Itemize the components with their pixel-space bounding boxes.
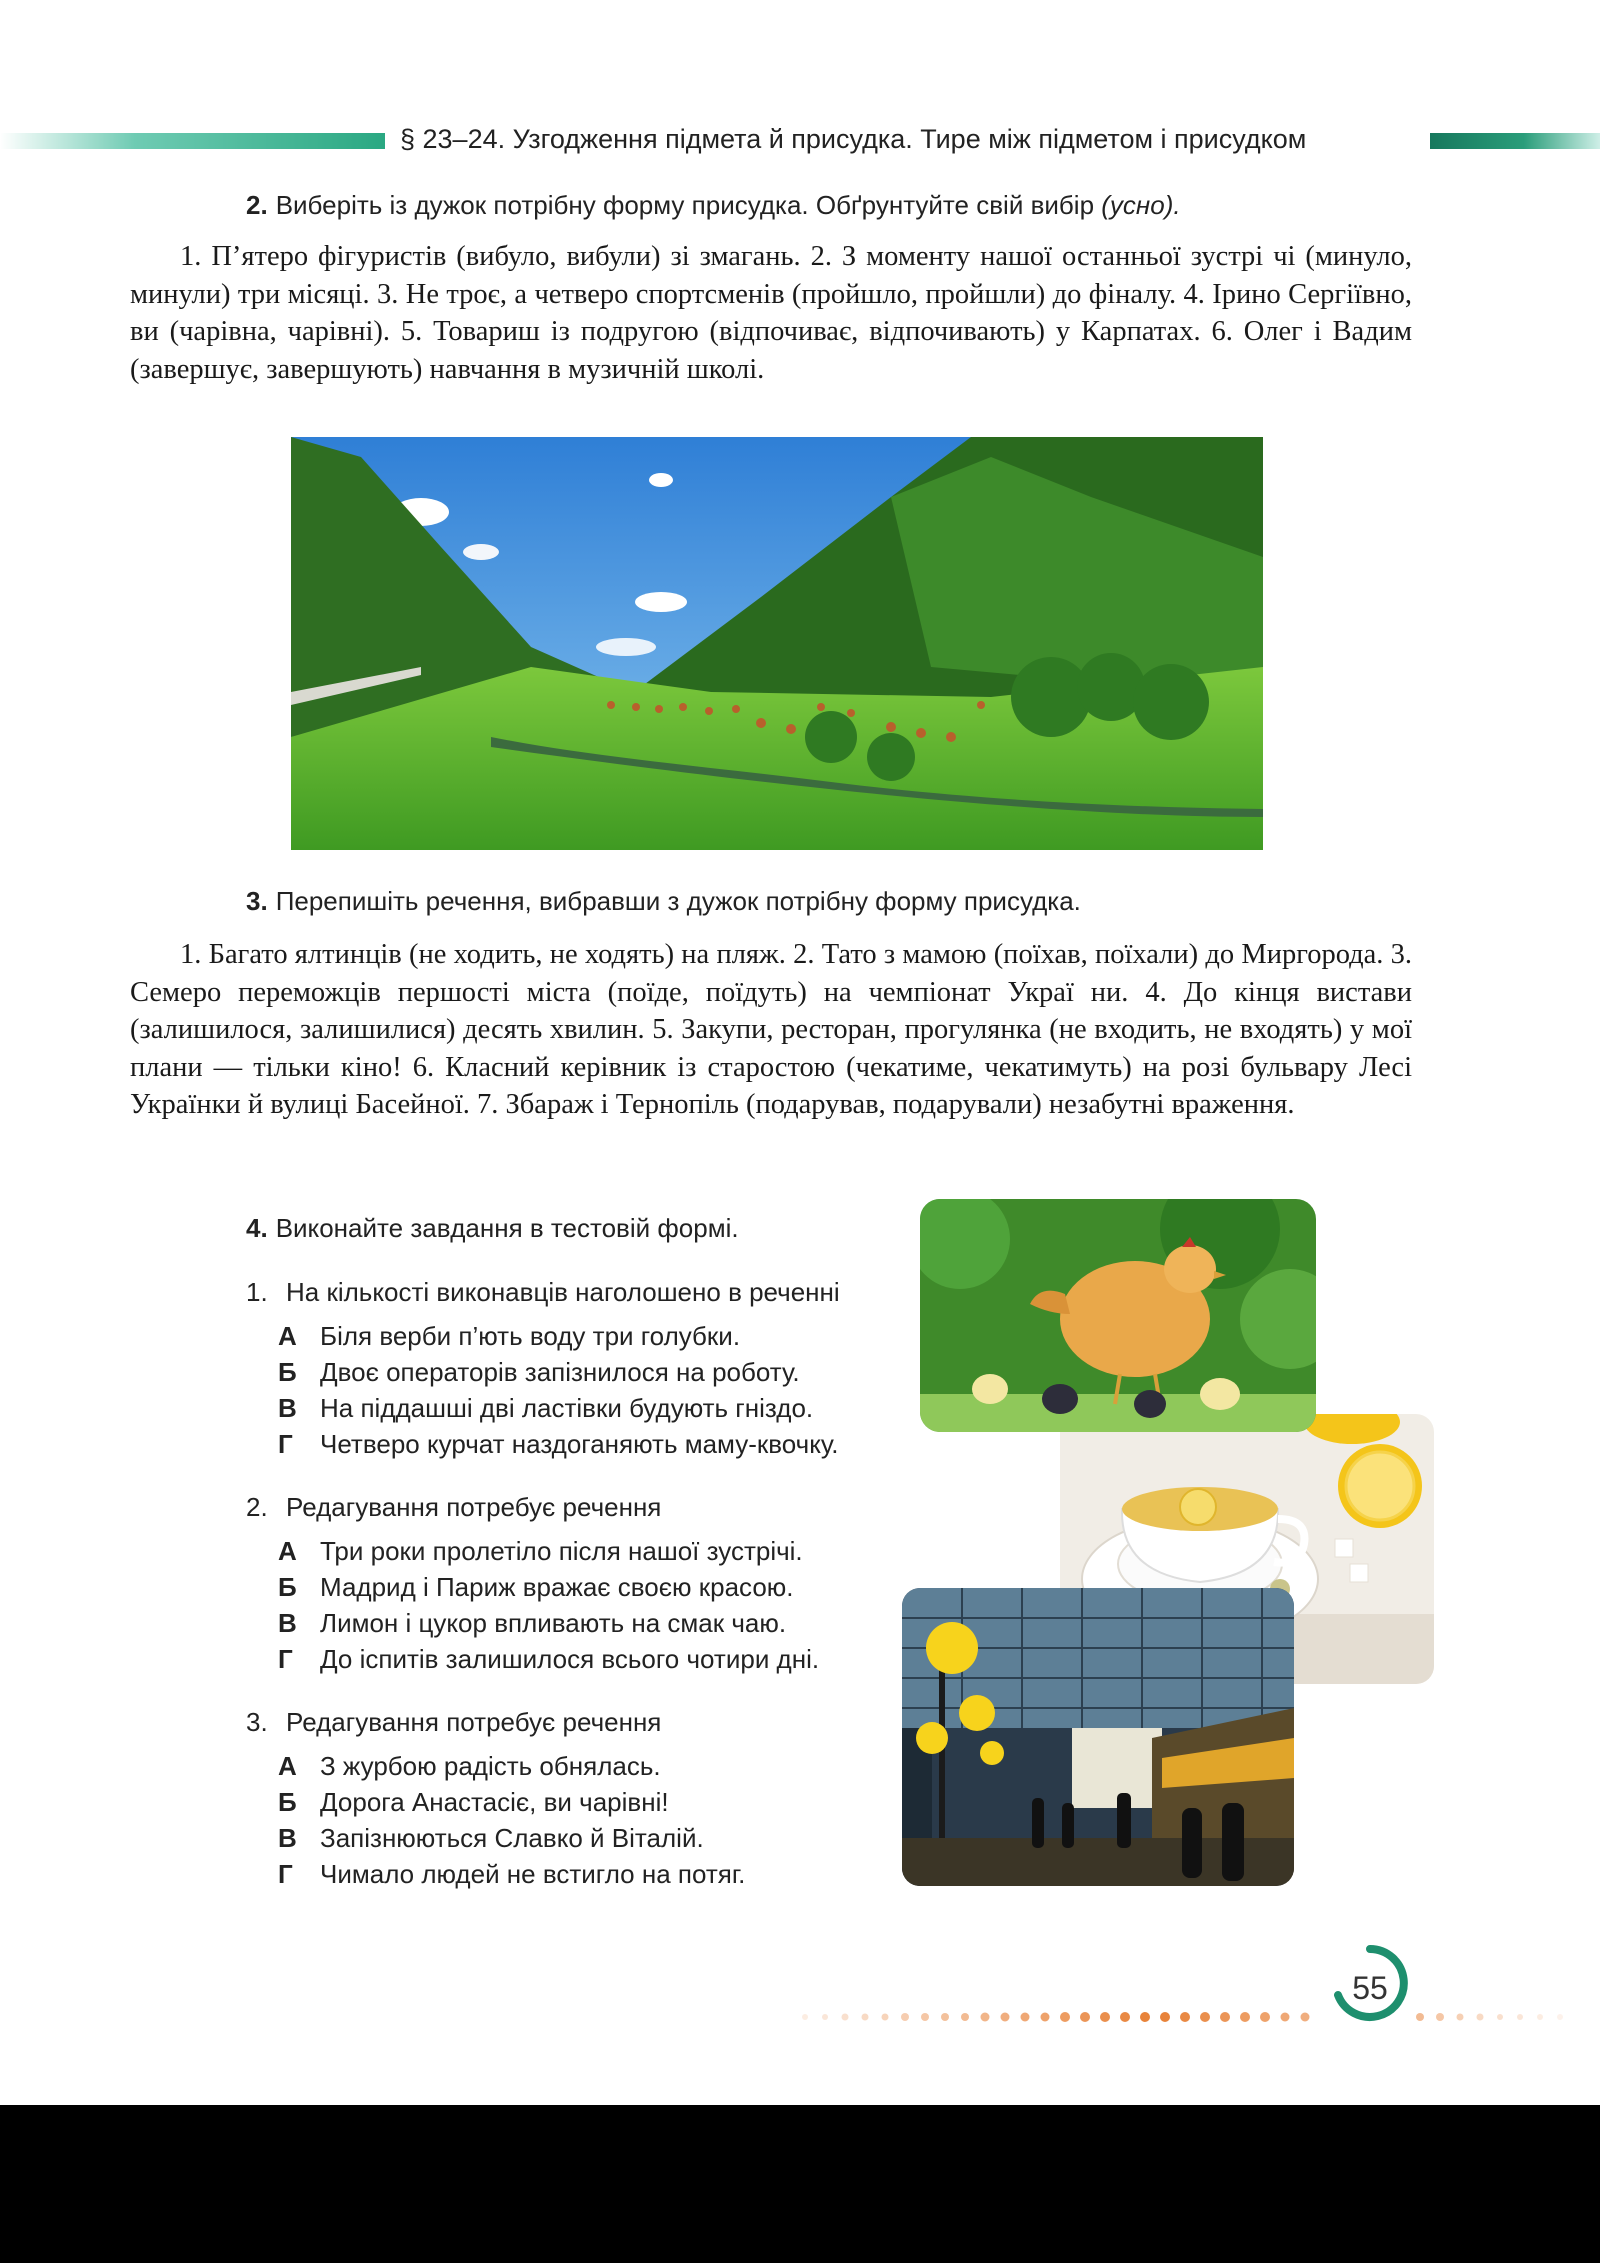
text-line: відпочивають) у Карпатах. 6. Олег і Вадим (завершує, завершують) навчання в музичній bbox=[130, 316, 1412, 385]
option-text: З журбою радість обнялась. bbox=[320, 1751, 661, 1781]
option-letter: А bbox=[278, 1536, 297, 1566]
scan-bottom-margin bbox=[0, 2105, 1600, 2263]
text-line: до Миргорода. 3. Семеро переможців першості міста (поїде, поїдуть) на чемпіонат Украї bbox=[130, 939, 1413, 1008]
text-line: до фіналу. 4. Ірино Сергіївно, ви (чарівна, чарівні). 5. Товариш із подругою (відпочиває, bbox=[130, 278, 1412, 347]
answer-option[interactable] bbox=[278, 1823, 704, 1854]
text-line: 7. Збараж і Тернопіль (подарував, подарували) незабутні враження. bbox=[477, 1089, 1295, 1120]
option-text: Чимало людей не встигло на потяг. bbox=[320, 1859, 746, 1889]
task-note: (усно). bbox=[1101, 190, 1181, 220]
test-question-3 bbox=[246, 1707, 661, 1738]
answer-option[interactable] bbox=[278, 1572, 794, 1603]
option-letter: Б bbox=[278, 1357, 297, 1387]
option-letter: В bbox=[278, 1393, 297, 1423]
task-text: Перепишіть речення, вибравши з дужок потрібну форму присудка. bbox=[275, 886, 1081, 916]
option-letter: А bbox=[278, 1751, 297, 1781]
text-line: чі (минуло, минули) три місяці. 3. Не троє, а четверо спортсменів (пройшло, пройшли) bbox=[130, 241, 1413, 310]
page-number: 55 bbox=[1352, 1970, 1388, 2006]
hen-with-chicks-photo bbox=[920, 1199, 1316, 1432]
option-text: Мадрид і Париж вражає своєю красою. bbox=[320, 1572, 794, 1602]
question-text: На кількості виконавців наголошено в реченні bbox=[286, 1277, 840, 1307]
task-text: Виберіть із дужок потрібну форму присудка. Обґрунтуйте свій вибір bbox=[275, 190, 1095, 220]
text-line: ни. 4. До кінця вистави (залишилося, залишилися) десять хвилин. 5. Закупи, ресторан, bbox=[130, 976, 1412, 1045]
answer-option[interactable] bbox=[278, 1751, 661, 1782]
answer-option[interactable] bbox=[278, 1429, 839, 1460]
option-text: Три роки пролетіло після нашої зустрічі. bbox=[320, 1536, 803, 1566]
exercise-2-sentences bbox=[130, 238, 1412, 388]
answer-option[interactable] bbox=[278, 1859, 745, 1890]
test-question-2 bbox=[246, 1492, 661, 1523]
text-line: прогулянка (не входить, не входять) у мої плани — тільки кіно! 6. Класний керівник із bbox=[130, 1014, 1412, 1083]
option-letter: А bbox=[278, 1321, 297, 1351]
task-2-heading bbox=[246, 190, 1181, 221]
question-text: Редагування потребує речення bbox=[286, 1492, 662, 1522]
option-text: Запізнюються Славко й Віталій. bbox=[320, 1823, 704, 1853]
option-text: Дорога Анастасіє, ви чарівні! bbox=[320, 1787, 669, 1817]
section-title: § 23–24. Узгодження підмета й присудка. Тире між підметом і присудком bbox=[400, 124, 1307, 154]
question-number: 1. bbox=[246, 1277, 268, 1307]
option-letter: В bbox=[278, 1823, 297, 1853]
task-text: Виконайте завдання в тестовій формі. bbox=[275, 1213, 739, 1243]
train-station-photo bbox=[902, 1588, 1294, 1886]
answer-option[interactable] bbox=[278, 1393, 813, 1424]
text-line: школі. bbox=[686, 353, 765, 385]
task-4-heading bbox=[246, 1213, 739, 1244]
option-text: Лимон і цукор впливають на смак чаю. bbox=[320, 1608, 787, 1638]
answer-option[interactable] bbox=[278, 1644, 819, 1675]
text-line: 1. Багато ялтинців (не ходить, не ходять) на пляж. 2. Тато з мамою (поїхав, поїхали) bbox=[180, 939, 1199, 970]
answer-option[interactable] bbox=[278, 1787, 669, 1818]
question-number: 3. bbox=[246, 1707, 268, 1737]
task-number: 3. bbox=[246, 886, 268, 916]
answer-option[interactable] bbox=[278, 1536, 803, 1567]
option-letter: Г bbox=[278, 1429, 293, 1459]
task-3-heading bbox=[246, 886, 1081, 917]
task-number: 2. bbox=[246, 190, 268, 220]
option-letter: Г bbox=[278, 1859, 293, 1889]
question-number: 2. bbox=[246, 1492, 268, 1522]
mountain-valley-photo bbox=[291, 437, 1263, 850]
option-text: Біля верби п’ють воду три голубки. bbox=[320, 1321, 741, 1351]
question-text: Редагування потребує речення bbox=[286, 1707, 662, 1737]
text-line: 1. П’ятеро фігуристів (вибуло, вибули) зі змагань. 2. З моменту нашої останньої зустрі bbox=[180, 241, 1264, 272]
header-accent-bar-left bbox=[0, 133, 385, 149]
option-text: До іспитів залишилося всього чотири дні. bbox=[320, 1644, 820, 1674]
task-number: 4. bbox=[246, 1213, 268, 1243]
decorative-dot-line bbox=[790, 2010, 1590, 2024]
answer-option[interactable] bbox=[278, 1608, 786, 1639]
option-text: На піддашші дві ластівки будують гніздо. bbox=[320, 1393, 814, 1423]
option-text: Двоє операторів запізнилося на роботу. bbox=[320, 1357, 800, 1387]
answer-option[interactable] bbox=[278, 1357, 800, 1388]
test-question-1 bbox=[246, 1277, 840, 1308]
option-letter: Б bbox=[278, 1572, 297, 1602]
option-letter: Б bbox=[278, 1787, 297, 1817]
answer-option[interactable] bbox=[278, 1321, 740, 1352]
exercise-3-sentences bbox=[130, 936, 1412, 1124]
option-letter: В bbox=[278, 1608, 297, 1638]
header-accent-bar-right bbox=[1430, 133, 1600, 149]
text-line: старостою (чекатиме, чекатимуть) на розі бульвару Лесі Українки й вулиці Басейної. bbox=[130, 1051, 1412, 1120]
option-letter: Г bbox=[278, 1644, 293, 1674]
option-text: Четверо курчат наздоганяють маму-квочку. bbox=[320, 1429, 839, 1459]
